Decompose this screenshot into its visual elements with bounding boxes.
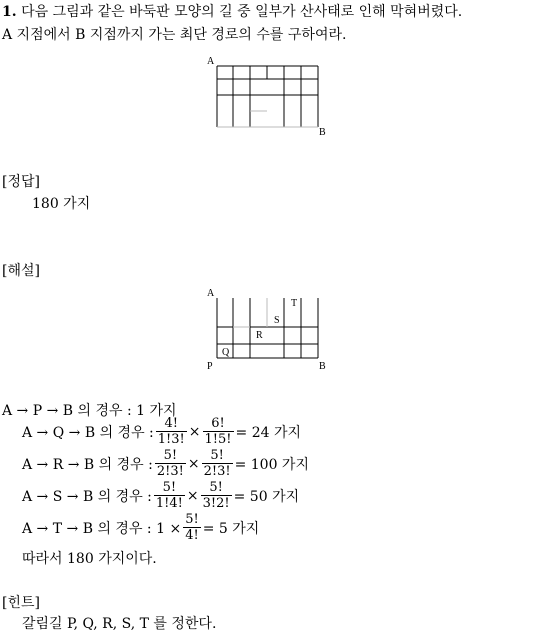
problem-line-1: [2, 1, 462, 21]
figure2-label-a: A: [207, 288, 215, 299]
case-s-fraction-2: $\frac{5!}{3!2!}$: [202, 480, 230, 511]
case-s-prefix: A → S → B 의 경우 :: [22, 488, 152, 505]
problem-text-1: 다음 그림과 같은 바둑판 모양의 길 중 일부가 산사태로 인해 막혀버렸다.: [21, 4, 463, 20]
figure2-label-t: T: [291, 298, 298, 309]
figure2-label-s: S: [274, 315, 280, 326]
case-s-line: A → S → B 의 경우 : $\frac{5!}{1!4!}$ × $\frac{5!}{3!2!}$ = 50 가지: [22, 480, 300, 511]
solution-heading: [해설]: [2, 263, 40, 279]
figure2-label-p: P: [207, 361, 213, 372]
case-q-result: = 24 가지: [235, 424, 302, 441]
hint-heading: [힌트]: [2, 595, 40, 611]
grid-figure-2: [205, 286, 330, 374]
hint-text: 갈림길 P, Q, R, S, T 를 정한다.: [22, 616, 217, 632]
case-t-result: = 5 가지: [202, 520, 260, 537]
case-p-line: A → P → B 의 경우 : 1 가지: [2, 403, 177, 419]
conclusion-text: 따라서 180 가지이다.: [22, 551, 157, 567]
figure1-label-b: B: [319, 127, 326, 137]
problem-number: 1.: [2, 4, 17, 20]
answer-heading: [정답]: [2, 174, 40, 190]
case-r-fraction-2: $\frac{5!}{2!3!}$: [203, 448, 231, 479]
case-t-prefix: A → T → B 의 경우 : 1 ×: [22, 520, 182, 537]
case-r-result: = 100 가지: [234, 456, 309, 473]
case-q-fraction-1: $\frac{4!}{1!3!}$: [157, 416, 185, 447]
case-t-line: [22, 512, 259, 543]
figure1-label-a: A: [207, 56, 215, 67]
case-r-fraction-1: $\frac{5!}{2!3!}$: [156, 448, 184, 479]
figure2-label-r: R: [256, 330, 263, 341]
case-s-fraction-1: $\frac{5!}{1!4!}$: [155, 480, 183, 511]
problem-text-2: A 지점에서 B 지점까지 가는 최단 경로의 수를 구하여라.: [2, 27, 347, 43]
case-q-line: A → Q → B 의 경우 : $\frac{4!}{1!3!}$ × $\frac{6!}{1!5!}$ = 24 가지: [22, 416, 302, 447]
case-r-line: A → R → B 의 경우 : $\frac{5!}{2!3!}$ × $\frac{5!}{2!3!}$ = 100 가지: [22, 448, 309, 479]
answer-text: 180 가지: [32, 196, 91, 212]
figure2-label-b: B: [319, 361, 326, 372]
case-r-prefix: A → R → B 의 경우 :: [22, 456, 153, 473]
case-q-fraction-2: $\frac{6!}{1!5!}$: [204, 416, 232, 447]
figure2-label-q: Q: [222, 347, 230, 358]
case-q-prefix: A → Q → B 의 경우 :: [22, 424, 154, 441]
case-s-result: = 50 가지: [233, 488, 300, 505]
grid-figure-1: [205, 55, 330, 137]
case-t-fraction-1: $\frac{5!}{4!}$: [185, 512, 199, 543]
